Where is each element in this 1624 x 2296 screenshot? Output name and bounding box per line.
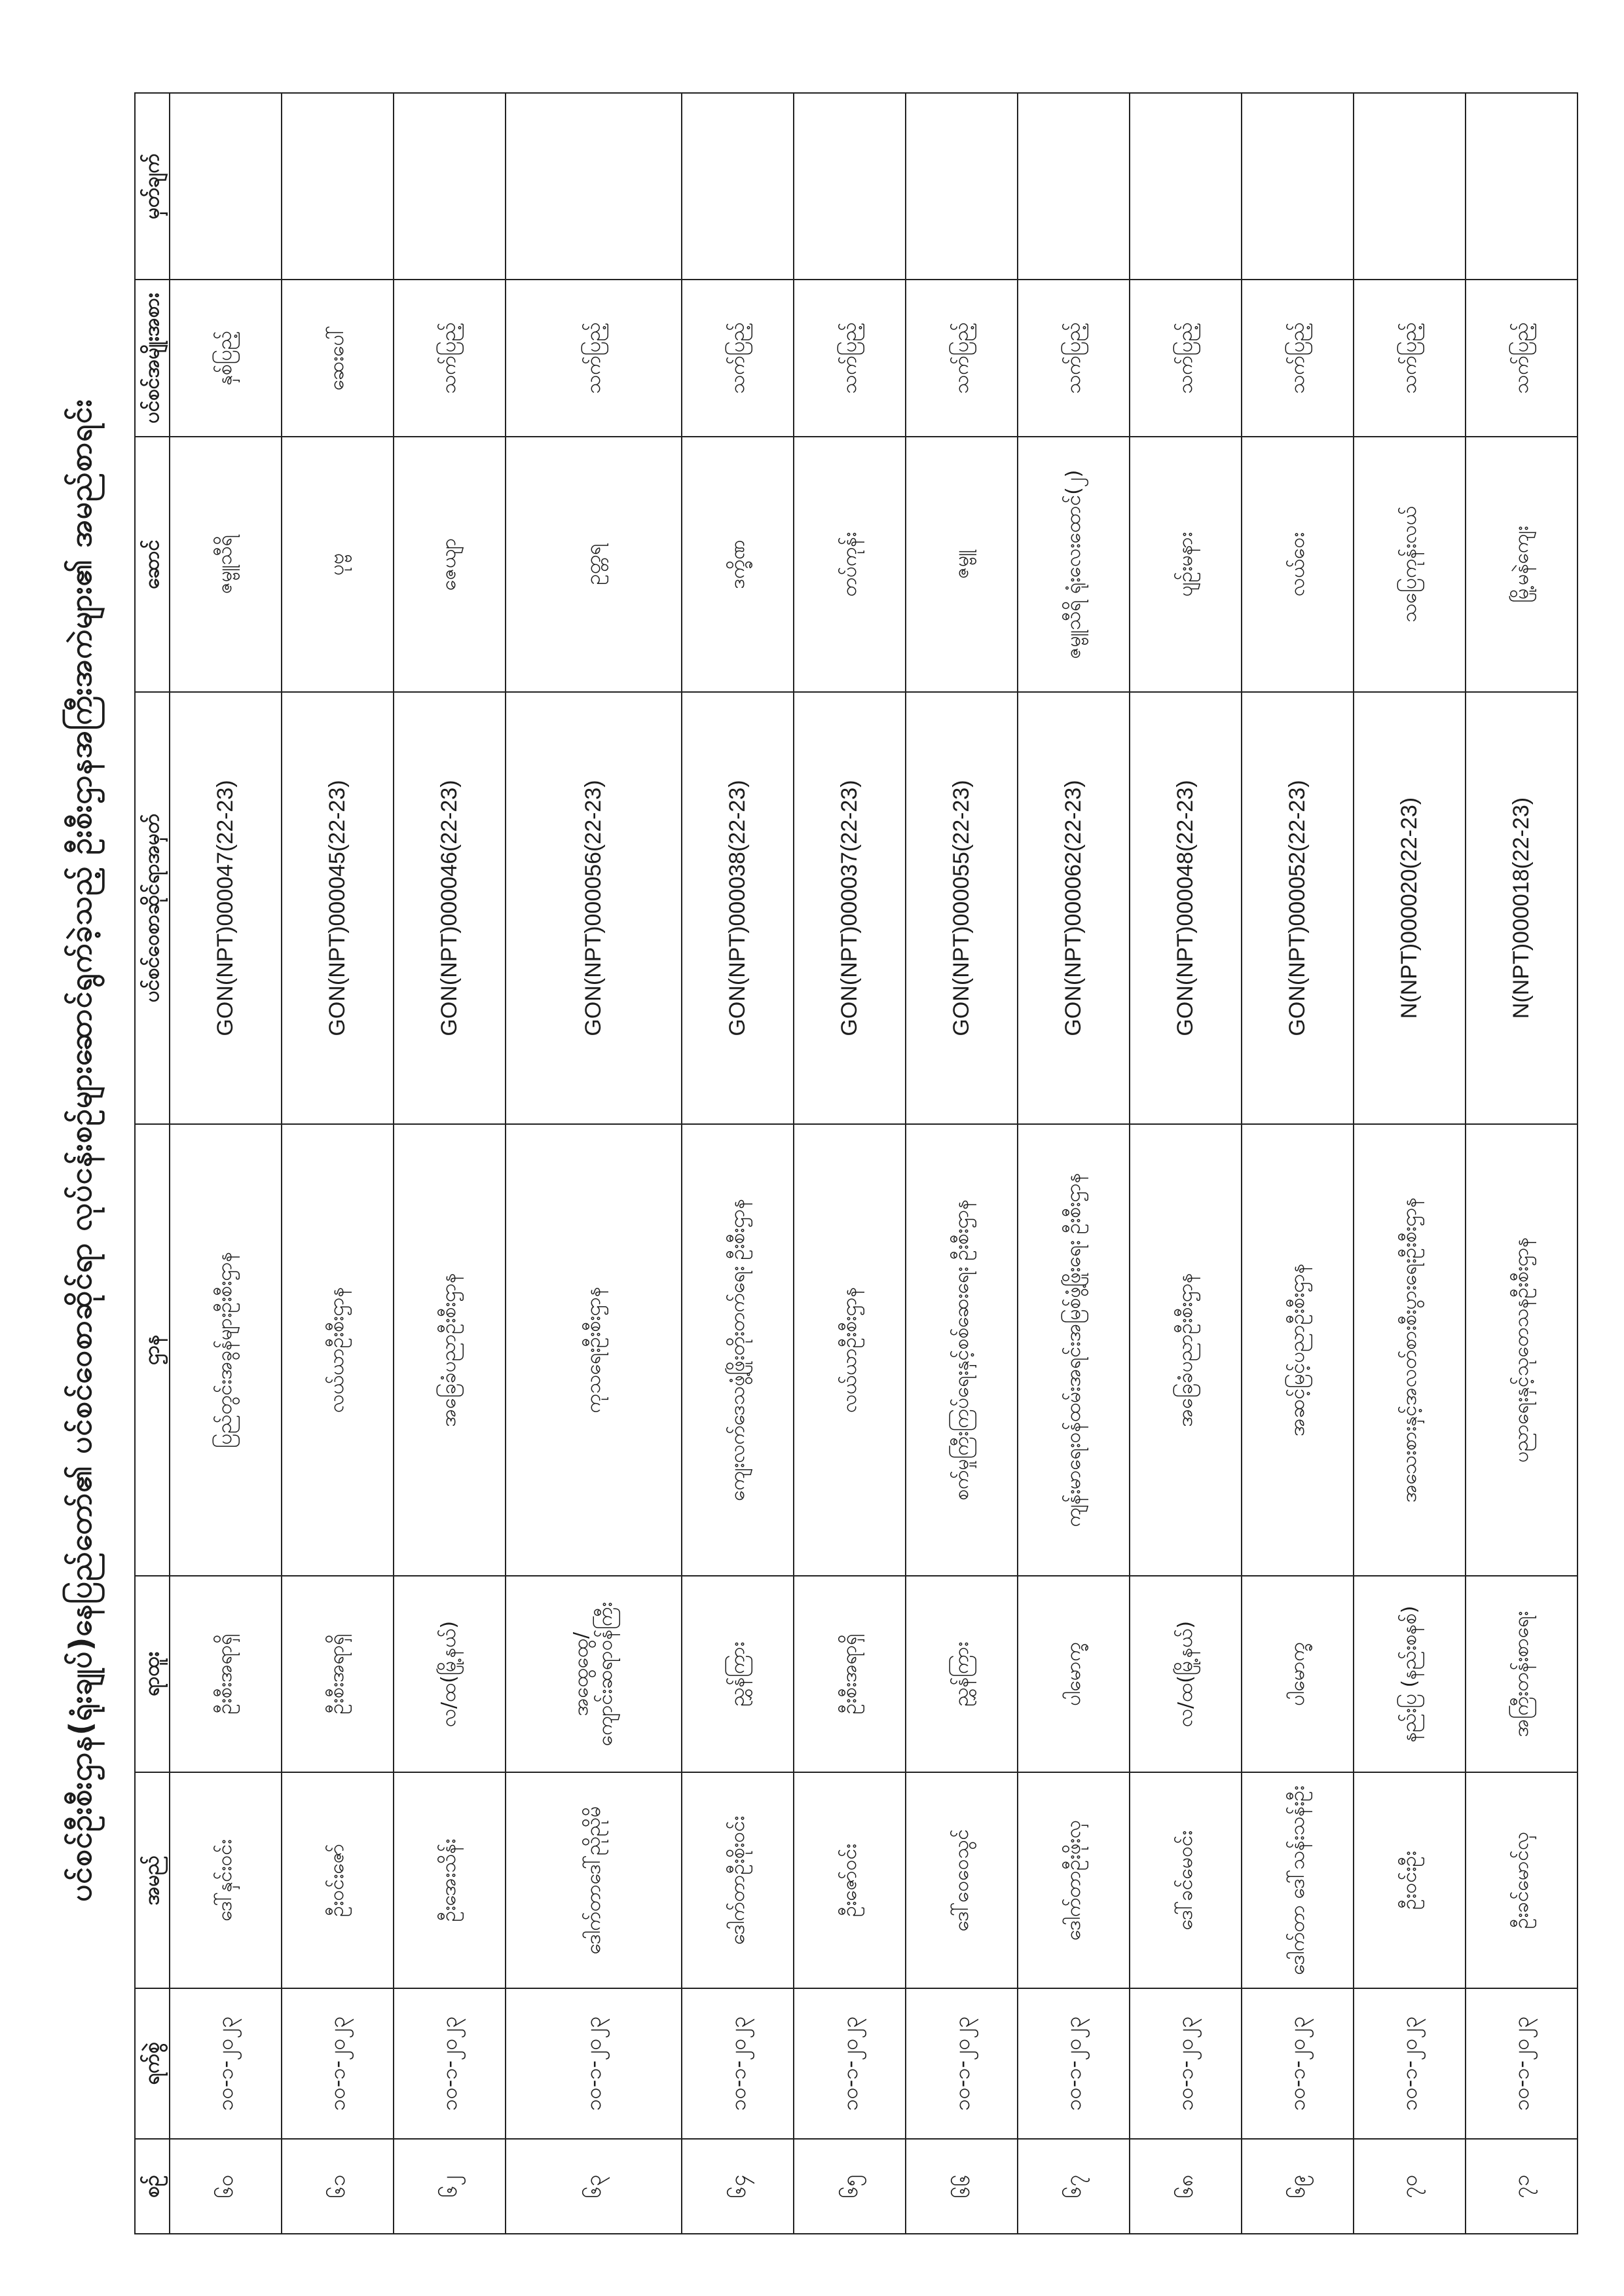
table-row bbox=[506, 93, 682, 2234]
cell-township: သပြေကုန်းလယ် bbox=[1354, 437, 1466, 692]
cell-rank: ပါမောက္ခ bbox=[1242, 1576, 1354, 1772]
cell-name: ဒေါက်တာဦးဖိုးလှ bbox=[1018, 1772, 1130, 1988]
cell-township: ဇမ္ဗူသီရိ bbox=[170, 437, 282, 692]
cell-date: ၁၀-၁-၂၀၂၃ bbox=[170, 1988, 282, 2139]
cell-name: ဒေါက်တာ ဒေါ်သန်းသန်းဦး bbox=[1242, 1772, 1354, 1988]
cell-date: ၁၀-၁-၂၀၂၃ bbox=[282, 1988, 394, 2139]
cell-township: ဇမ္ဗူ bbox=[906, 437, 1018, 692]
cell-remarks bbox=[170, 93, 282, 280]
cell-pension-no: GON(NPT)000038(22-23) bbox=[682, 692, 794, 1124]
cell-department: ကျေးလက်ဒေသဖွံ့ဖြိုးတိုးတက်ရေး ဦးစီးဌာန bbox=[682, 1124, 794, 1576]
table-row bbox=[1130, 93, 1242, 2234]
cell-department: လယ်ယာဦးစီးဌာန bbox=[282, 1124, 394, 1576]
cell-name: ဒေါ်ခင်မေဝင်း bbox=[1130, 1772, 1242, 1988]
cell-rank: အကြီးတန်းစာရေး bbox=[1466, 1576, 1578, 1772]
header-row bbox=[135, 93, 170, 2234]
cell-date: ၁၀-၁-၂၀၂၃ bbox=[1242, 1988, 1354, 2139]
cell-pension-type: သက်ပြည့် bbox=[1130, 280, 1242, 437]
document-title: ပင်စင်ဦးစီးဌာန(ရုံးချုပ်)နေပြည်တော်၏ ပင်စင်ဝေစာဆိုင်ရာ လုပ်ငန်းစဉ်များဆောင်ရွက်ခဲ့သည့် ဦးစီးဌာနအကြီးအကဲများ၏ အမည်စာရင်း bbox=[63, 399, 98, 1902]
cell-date: ၁၀-၁-၂၀၂၃ bbox=[1354, 1988, 1466, 2139]
header-pension-no: ပင်စင်ဝေစာဆိုင်ရာအမှတ် bbox=[135, 692, 170, 1124]
cell-pension-no: GON(NPT)000062(22-23) bbox=[1018, 692, 1130, 1124]
cell-township: ဇေယျာ bbox=[394, 437, 506, 692]
cell-date: ၁၀-၁-၂၀၂၃ bbox=[506, 1988, 682, 2139]
cell-no: ၆၅ bbox=[794, 2139, 906, 2234]
cell-remarks bbox=[282, 93, 394, 280]
cell-rank: လ/ထ(မြို့နယ်) bbox=[394, 1576, 506, 1772]
cell-department: အခြေခံပညာဦးစီးဌာန bbox=[394, 1124, 506, 1576]
cell-remarks bbox=[1354, 93, 1466, 280]
cell-no: ၆၂ bbox=[394, 2139, 506, 2234]
cell-pension-no: GON(NPT)000045(22-23) bbox=[282, 692, 394, 1124]
table-row bbox=[1242, 93, 1354, 2234]
cell-township: ပုဗ္ဗ bbox=[282, 437, 394, 692]
cell-pension-type: သက်ပြည့် bbox=[906, 280, 1018, 437]
cell-name: ဦးအေးသိန်း bbox=[394, 1772, 506, 1988]
cell-township: မြို့မနဲကျေး bbox=[1466, 437, 1578, 692]
cell-pension-type: ဆေးပေါ် bbox=[282, 280, 394, 437]
table-row bbox=[682, 93, 794, 2234]
cell-no: ၇၁ bbox=[1466, 2139, 1578, 2234]
cell-name: ဦးဝင်းဇော် bbox=[282, 1772, 394, 1988]
pension-register-table bbox=[134, 92, 1578, 2234]
cell-name: ဒေါ်နှင်းဝင်း bbox=[170, 1772, 282, 1988]
cell-department: ပြည်တွင်းအခွန်များဦးစီးဌာန bbox=[170, 1124, 282, 1576]
cell-date: ၁၀-၁-၂၀၂၃ bbox=[906, 1988, 1018, 2139]
header-name: အမည် bbox=[135, 1772, 170, 1988]
cell-date: ၁၀-၁-၂၀၂၃ bbox=[682, 1988, 794, 2139]
table-row bbox=[1018, 93, 1130, 2234]
cell-pension-no: GON(NPT)000052(22-23) bbox=[1242, 692, 1354, 1124]
cell-pension-type: သက်ပြည့် bbox=[794, 280, 906, 437]
table-row bbox=[1466, 93, 1578, 2234]
cell-remarks bbox=[682, 93, 794, 280]
cell-department: စက်မှုကြီးကြပ်ရေးနှင့်စစ်ဆေးရေး ဦးစီးဌာန bbox=[906, 1124, 1018, 1576]
cell-date: ၁၀-၁-၂၀၂၃ bbox=[794, 1988, 906, 2139]
cell-township: တပ်ကုန်း bbox=[794, 437, 906, 692]
cell-no: ၆၉ bbox=[1242, 2139, 1354, 2234]
cell-rank: ညွှန်ကြား bbox=[682, 1576, 794, 1772]
table-row bbox=[906, 93, 1018, 2234]
cell-township: ဒက္ခိဏ bbox=[682, 437, 794, 692]
cell-date: ၁၀-၁-၂၀၂၃ bbox=[394, 1988, 506, 2139]
cell-no: ၆၁ bbox=[282, 2139, 394, 2234]
header-township: ဆောင် bbox=[135, 437, 170, 692]
cell-rank: ဦးစီးအရာရှိ bbox=[170, 1576, 282, 1772]
cell-pension-no: GON(NPT)000048(22-23) bbox=[1130, 692, 1242, 1124]
cell-pension-no: GON(NPT)000055(22-23) bbox=[906, 692, 1018, 1124]
cell-remarks bbox=[1018, 93, 1130, 280]
cell-pension-no: N(NPT)000020(22-23) bbox=[1354, 692, 1466, 1124]
header-date: ရက်စွဲ bbox=[135, 1988, 170, 2139]
cell-pension-no: GON(NPT)000047(22-23) bbox=[170, 692, 282, 1124]
cell-township: ဥတ္တရ bbox=[506, 437, 682, 692]
cell-name: ဒေါ်ဝေဝေသွင် bbox=[906, 1772, 1018, 1988]
cell-pension-no: GON(NPT)000037(22-23) bbox=[794, 692, 906, 1124]
cell-department: အဆင့်မြင့်ပညာဦးစီးဌာန bbox=[1242, 1124, 1354, 1576]
cell-name: ဒေါက်တာဒေါ်ညိုညိုမိ bbox=[506, 1772, 682, 1988]
header-department: ဌာန bbox=[135, 1124, 170, 1576]
header-remarks: မှတ်ချက် bbox=[135, 93, 170, 280]
cell-date: ၁၀-၁-၂၀၂၃ bbox=[1018, 1988, 1130, 2139]
cell-township: ပျဉ်းမနား bbox=[1130, 437, 1242, 692]
cell-pension-no: N(NPT)000018(22-23) bbox=[1466, 692, 1578, 1124]
cell-rank: ဦးစီးအရာရှိ bbox=[794, 1576, 906, 1772]
cell-township: ဇမ္ဗူသီရိ ရုံးလေးထောင်(၂) bbox=[1018, 437, 1130, 692]
cell-rank: လ/ထ(မြို့နယ်) bbox=[1130, 1576, 1242, 1772]
cell-name: ဒေါက်တာဦးစိုးဝင်း bbox=[682, 1772, 794, 1988]
cell-department: အခြေခံပညာဦးစီးဌာန bbox=[1130, 1124, 1242, 1576]
cell-department: အသေးစားနှင့်အလတ်စားစီးပွားရေးဦးစီးဌာန bbox=[1354, 1124, 1466, 1576]
cell-no: ၆၄ bbox=[682, 2139, 794, 2234]
cell-rank: ဦးစီးအရာရှိ bbox=[282, 1576, 394, 1772]
cell-pension-type: သက်ပြည့် bbox=[682, 280, 794, 437]
cell-pension-type: သက်ပြည့် bbox=[1242, 280, 1354, 437]
cell-name: ဦးဝင်းဦး bbox=[1354, 1772, 1466, 1988]
cell-remarks bbox=[506, 93, 682, 280]
cell-pension-no: GON(NPT)000046(22-23) bbox=[394, 692, 506, 1124]
cell-no: ၆၃ bbox=[506, 2139, 682, 2234]
cell-name: ဦးခင်မောင်လှ bbox=[1466, 1772, 1578, 1988]
cell-rank: ညွှန်ကြား bbox=[906, 1576, 1018, 1772]
cell-remarks bbox=[794, 93, 906, 280]
header-no: စဉ် bbox=[135, 2139, 170, 2234]
cell-pension-no: GON(NPT)000056(22-23) bbox=[506, 692, 682, 1124]
cell-remarks bbox=[394, 93, 506, 280]
cell-no: ၆၈ bbox=[1130, 2139, 1242, 2234]
cell-no: ၆၇ bbox=[1018, 2139, 1130, 2234]
table-row bbox=[1354, 93, 1466, 2234]
cell-rank: ပါမောက္ခ bbox=[1018, 1576, 1130, 1772]
cell-pension-type: နှစ်ပြည့် bbox=[170, 280, 282, 437]
table-row bbox=[394, 93, 506, 2234]
cell-remarks bbox=[1466, 93, 1578, 280]
cell-department: ကုသရေးဦးစီးဌာန bbox=[506, 1124, 682, 1576]
cell-department: လယ်ယာဦးစီးဌာန bbox=[794, 1124, 906, 1576]
cell-pension-type: သက်ပြည့် bbox=[1466, 280, 1578, 437]
cell-no: ၆၀ bbox=[170, 2139, 282, 2234]
cell-pension-type: သက်ပြည့် bbox=[1354, 280, 1466, 437]
cell-pension-type: သက်ပြည့် bbox=[394, 280, 506, 437]
cell-department: ပညာရေးနှင့်သုတေသနဦးစီးဌာန bbox=[1466, 1124, 1578, 1576]
cell-township: လယ်ဝေး bbox=[1242, 437, 1354, 692]
cell-remarks bbox=[1130, 93, 1242, 280]
table-row bbox=[282, 93, 394, 2234]
cell-no: ၆၆ bbox=[906, 2139, 1018, 2234]
cell-date: ၁၀-၁-၂၀၂၃ bbox=[1130, 1988, 1242, 2139]
cell-pension-type: သက်ပြည့် bbox=[1018, 280, 1130, 437]
header-pension-type: ပင်စင်အမျိုးအစား bbox=[135, 280, 170, 437]
table-row bbox=[170, 93, 282, 2234]
cell-remarks bbox=[1242, 93, 1354, 280]
cell-rank: အထွေထွေ/ ကျောင်းဆရာဝန်ကြီး bbox=[506, 1576, 682, 1772]
table-row bbox=[794, 93, 906, 2234]
header-rank: ရာထူး bbox=[135, 1576, 170, 1772]
cell-date: ၁၀-၁-၂၀၂၃ bbox=[1466, 1988, 1578, 2139]
cell-name: ဦးဇော်ဝင်း bbox=[794, 1772, 906, 1988]
cell-remarks bbox=[906, 93, 1018, 280]
cell-rank: နည်းပြ (နည်းစနစ်) bbox=[1354, 1576, 1466, 1772]
cell-department: ကျန်းမာရေးဝန်ထမ်းအရင်းအမြစ်ဖွံ့ဖြိုးရေး ဦးစီးဌာန bbox=[1018, 1124, 1130, 1576]
cell-pension-type: သက်ပြည့် bbox=[506, 280, 682, 437]
cell-no: ၇၀ bbox=[1354, 2139, 1466, 2234]
